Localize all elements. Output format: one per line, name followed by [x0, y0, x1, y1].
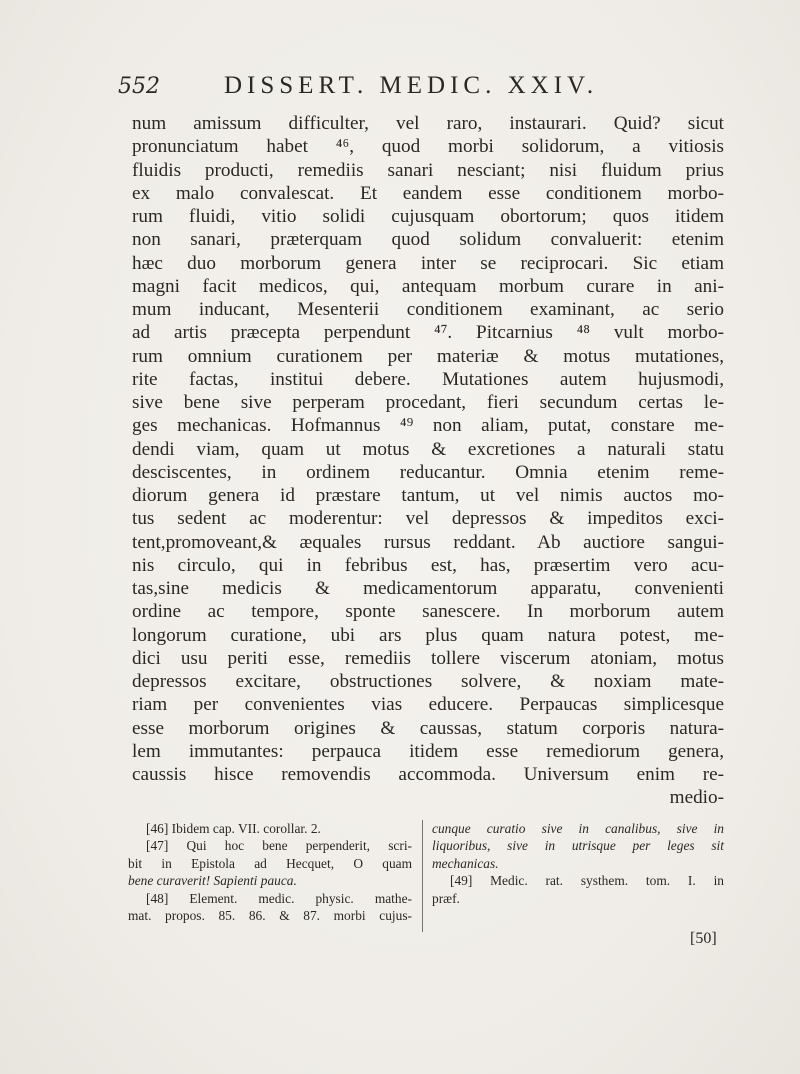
- text-line: rum omnium curationem per materiæ & motus mutationes,: [132, 345, 724, 367]
- text-line: num amissum difficulter, vel raro, instaurari. Quid? sicut: [132, 113, 724, 134]
- footnote-line: [49] Medic. rat. systhem. tom. I. in: [450, 873, 724, 889]
- text-line: sive bene sive perperam procedant, fieri secundum certas le-: [132, 392, 724, 413]
- text-line: ordine ac tempore, sponte sanescere. In morborum autem: [132, 601, 724, 623]
- page-number: 552: [118, 74, 160, 99]
- text-line: ex malo convalescat. Et eandem esse conditionem morbo-: [132, 182, 724, 204]
- footnote-line: bene curaverit! Sapienti pauca.: [128, 873, 297, 889]
- footnote-line: [46] Ibidem cap. VII. corollar. 2.: [146, 821, 321, 836]
- text-line: medio-: [669, 787, 724, 809]
- text-line: tas,sine medicis & medicamentorum apparatu, convenienti: [132, 578, 724, 599]
- running-head: DISSERT. MEDIC. XXIV.: [224, 72, 599, 99]
- text-line: mum inducant, Mesenterii conditionem examinant, ac serio: [132, 299, 724, 320]
- footnotes-left-column: [128, 820, 412, 924]
- text-line: tent,promoveant,& æquales rursus reddant. Ab auctiore sangui-: [132, 531, 724, 553]
- main-text: [132, 112, 724, 810]
- text-line: dendi viam, quam ut motus & excretiones a naturali statu: [132, 438, 724, 460]
- footnote-line: liquoribus, sive in utrisque per leges sit: [432, 838, 724, 854]
- footnote-line: [47] Qui hoc bene perpenderit, scri-: [146, 838, 412, 854]
- text-line: caussis hisce removendis accommoda. Universum enim re-: [132, 764, 724, 785]
- text-line: tus sedent ac moderentur: vel depressos & impeditos exci-: [132, 508, 724, 530]
- text-line: esse morborum origines & caussas, statum corporis natura-: [132, 717, 724, 739]
- footnote-line: mat. propos. 85. 86. & 87. morbi cujus-: [128, 908, 412, 924]
- text-line: diorum genera id præstare tantum, ut vel nimis auctos mo-: [132, 485, 724, 506]
- footnotes-right-column: [432, 820, 724, 907]
- signature-mark: [50]: [690, 930, 717, 947]
- text-line: depressos excitare, obstructiones solvere, & noxiam mate-: [132, 671, 724, 692]
- footnote-column-divider: [422, 820, 423, 932]
- text-line: riam per convenientes vias educere. Perpaucas simplicesque: [132, 694, 724, 716]
- text-line: magni facit medicos, qui, antequam morbum curare in ani-: [132, 275, 724, 297]
- text-line: lem immutantes: perpauca itidem esse remediorum genera,: [132, 740, 724, 762]
- footnote-line: mechanicas.: [432, 855, 499, 871]
- text-line: desciscentes, in ordinem reducantur. Omnia etenim reme-: [132, 461, 724, 483]
- footnote-line: [48] Element. medic. physic. mathe-: [146, 890, 412, 906]
- footnote-line: cunque curatio sive in canalibus, sive in: [432, 821, 724, 836]
- text-line: fluidis producti, remediis sanari nesciant; nisi fluidum prius: [132, 159, 724, 181]
- text-line: ges mechanicas. Hofmannus ⁴⁹ non aliam, putat, constare me-: [132, 415, 724, 437]
- text-line: hæc duo morborum genera inter se reciprocari. Sic etiam: [132, 252, 724, 274]
- page-header: [118, 72, 670, 106]
- text-line: nis circulo, qui in febribus est, has, præsertim vero acu-: [132, 554, 724, 576]
- text-line: ad artis præcepta perpendunt ⁴⁷. Pitcarnius ⁴⁸ vult morbo-: [132, 322, 724, 344]
- text-line: longorum curatione, ubi ars plus quam natura potest, me-: [132, 624, 724, 646]
- footnote-line: præf.: [432, 890, 460, 906]
- text-line: non sanari, præterquam quod solidum convaluerit: etenim: [132, 229, 724, 251]
- text-line: rite factas, institui debere. Mutationes autem hujusmodi,: [132, 368, 724, 390]
- text-line: rum fluidi, vitio solidi cujusquam obortorum; quos itidem: [132, 206, 724, 227]
- footnote-line: bit in Epistola ad Hecquet, O quam: [128, 855, 412, 871]
- text-line: pronunciatum habet ⁴⁶, quod morbi solidorum, a vitiosis: [132, 136, 724, 158]
- text-line: dici usu periti esse, remediis tollere viscerum atoniam, motus: [132, 647, 724, 669]
